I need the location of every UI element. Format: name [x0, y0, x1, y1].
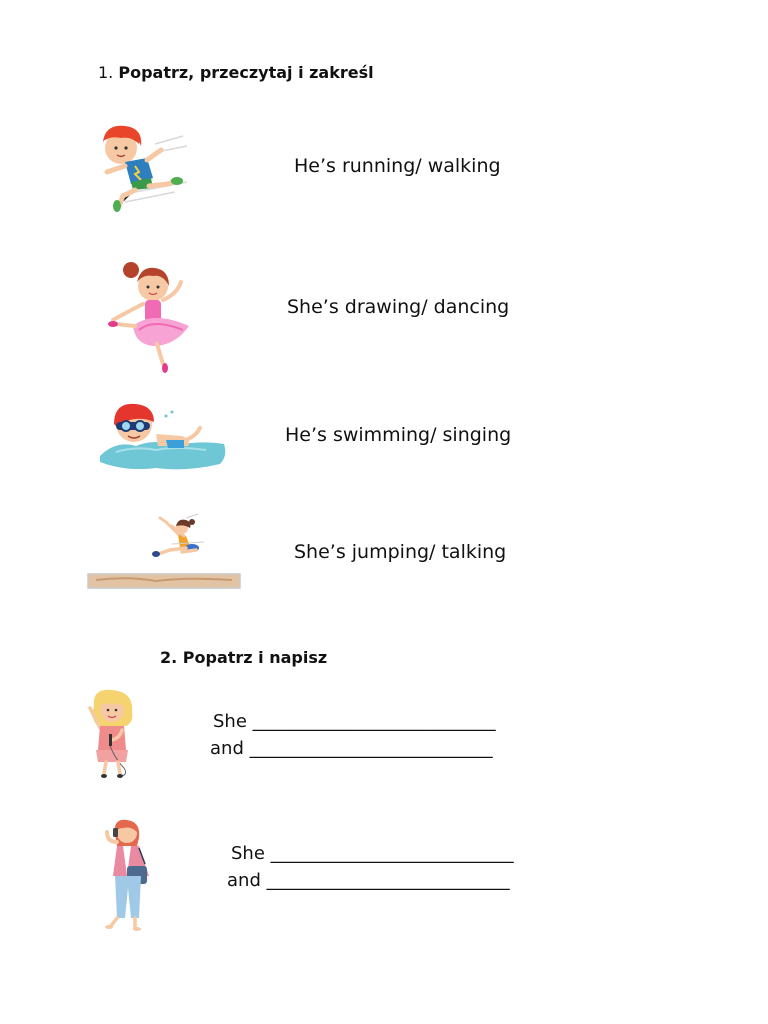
boy-running-illustration: [95, 122, 200, 212]
exercise2-line-2a: She ___________________________: [231, 843, 514, 864]
exercise2-line-1b: and ___________________________: [210, 738, 493, 759]
exercise1-heading: [98, 63, 374, 82]
boy-swimming-illustration: [96, 400, 231, 475]
girl-dancing-ballet-illustration: [105, 260, 195, 378]
exercise1-sentence-4: She’s jumping/ talking: [294, 541, 507, 563]
woman-talking-on-phone-illustration: [95, 818, 159, 934]
exercise1-sentence-1: He’s running/ walking: [294, 155, 501, 177]
exercise2-line-1a: She ___________________________: [213, 711, 496, 732]
girl-long-jump-illustration: [86, 514, 242, 592]
exercise1-sentence-3: He’s swimming/ singing: [285, 424, 512, 446]
exercise2-title: 2. Popatrz i napisz: [160, 648, 328, 667]
exercise2-heading: [160, 648, 327, 667]
exercise2-line-2b: and ___________________________: [227, 870, 510, 891]
exercise1-sentence-2: She’s drawing/ dancing: [287, 296, 510, 318]
exercise1-number: 1.: [98, 63, 114, 82]
exercise1-title: Popatrz, przeczytaj i zakreśl: [118, 63, 374, 82]
girl-singing-with-microphone-illustration: [82, 688, 140, 780]
